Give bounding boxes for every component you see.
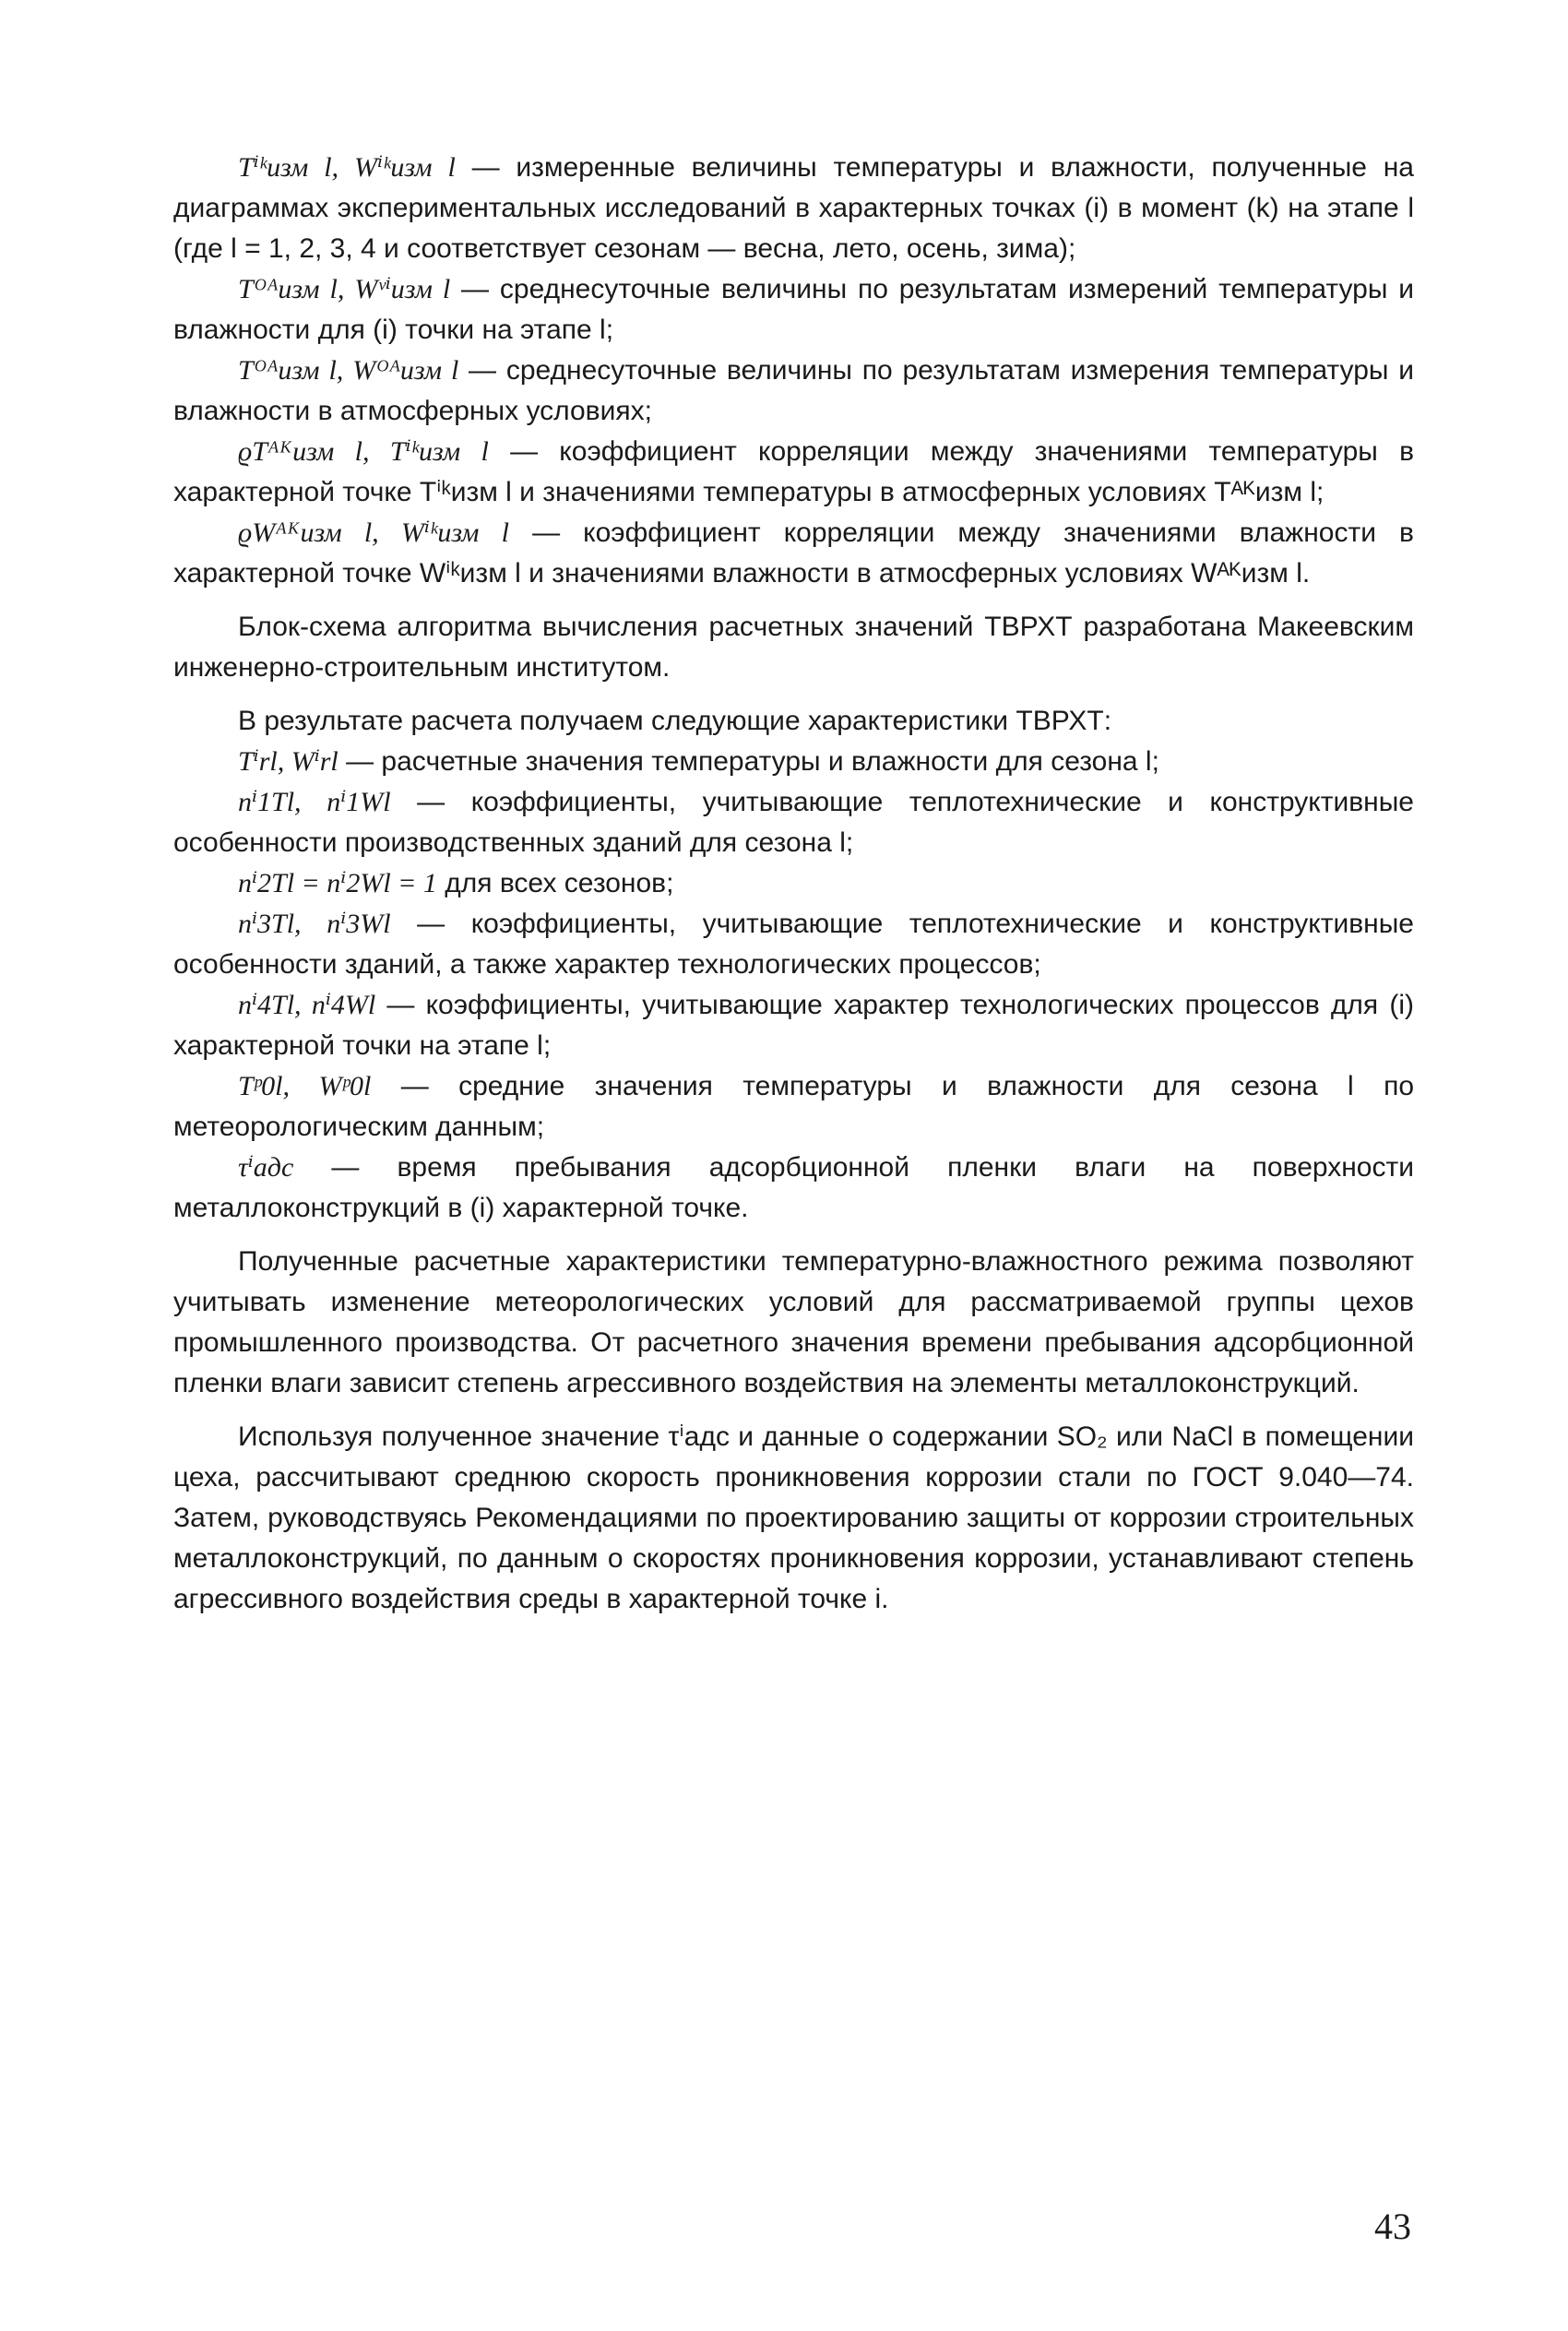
definition-text: — время пребывания адсорбционной пленки влаги на поверхности металлоконструкций в (i) характерной точке. <box>173 1152 1414 1223</box>
definition-coefficients-4 <box>173 985 1414 1066</box>
definition-text: — измеренные величины температуры и влажности, полученные на диаграммах экспериментальных исследований в характерных точках (i) в момент (k) на этапе l (где l = 1, 2, 3, 4 и соответствует сезонам — весна, лето, осень, зима); <box>173 152 1414 264</box>
paragraph-result-intro: В результате расчета получаем следующие характеристики ТВРХТ: <box>238 706 1112 736</box>
definition-symbols: nⁱ4Tl, nⁱ4Wl <box>238 990 376 1020</box>
definition-symbols: ϱWᴬᴷизм l, Wⁱᵏизм l <box>238 517 510 548</box>
definition-calculated-values <box>173 742 1414 782</box>
definition-correlation-temperature <box>173 432 1414 513</box>
definition-symbols: Tᴼᴬизм l, Wᴼᴬизм l <box>238 355 459 386</box>
page-body <box>173 148 1414 1620</box>
definition-daily-average-atmosphere <box>173 351 1414 432</box>
definition-coefficients-3 <box>173 904 1414 985</box>
definition-symbols: nⁱ2Tl = nⁱ2Wl = 1 <box>238 868 437 898</box>
definition-text: для всех сезонов; <box>436 868 674 898</box>
definition-text: — расчетные значения температуры и влажности для сезона l; <box>338 746 1159 777</box>
definition-coefficients-1 <box>173 782 1414 863</box>
definition-symbols: ϱTᴬᴷизм l, Tⁱᵏизм l <box>238 436 489 467</box>
definition-coefficients-2 <box>173 863 1414 904</box>
definition-text: — коэффициенты, учитывающие теплотехнические и конструктивные особенности зданий, а также характер технологических процессов; <box>173 909 1414 980</box>
paragraph-block-scheme: Блок-схема алгоритма вычисления расчетных значений ТВРХТ разработана Макеевским инженерно-строительным институтом. <box>173 612 1414 683</box>
definition-symbols: Tᴼᴬизм l, Wᵛⁱизм l <box>238 274 451 304</box>
page-number: 43 <box>1374 2206 1411 2247</box>
paragraph-corrosion-rate: Используя полученное значение τⁱадс и данные о содержании SO₂ или NaCl в помещении цеха, рассчитывают среднюю скорость проникновения коррозии стали по ГОСТ 9.040—74. Затем, руководствуясь Рекомендациями по проектированию защиты от коррозии строительных металлоконструкций, по данным о скоростях проникновения коррозии, устанавливают степень агрессивного воздействия среды в характерной точке i. <box>173 1421 1414 1614</box>
definition-symbols: Tⁱrl, Wⁱrl <box>238 746 339 777</box>
definition-correlation-humidity <box>173 513 1414 594</box>
definition-text: — коэффициенты, учитывающие теплотехнические и конструктивные особенности производственных зданий для сезона l; <box>173 787 1414 858</box>
paragraph-obtained-characteristics: Полученные расчетные характеристики температурно-влажностного режима позволяют учитывать изменение метеорологических условий для рассматриваемой группы цехов промышленного производства. От расчетного значения времени пребывания адсорбционной пленки влаги зависит степень агрессивного воздействия на элементы металлоконструкций. <box>173 1246 1414 1398</box>
definition-measured-values <box>173 148 1414 269</box>
definition-adsorption-time <box>173 1148 1414 1229</box>
definition-symbols: Tᵖ0l, Wᵖ0l <box>238 1071 372 1101</box>
definition-daily-average-point <box>173 269 1414 351</box>
definition-text: — коэффициенты, учитывающие характер технологических процессов для (i) характерной точки на этапе l; <box>173 990 1414 1061</box>
definition-meteo-averages <box>173 1066 1414 1148</box>
definition-text: — среднесуточные величины по результатам измерения температуры и влажности в атмосферных условиях; <box>173 355 1414 426</box>
definition-symbols: nⁱ3Tl, nⁱ3Wl <box>238 909 391 939</box>
definition-text: — коэффициент корреляции между значениями температуры в характерной точке Tⁱᵏизм l и значениями температуры в атмосферных условиях Tᴬᴷизм l; <box>173 436 1414 507</box>
definition-symbols: nⁱ1Tl, nⁱ1Wl <box>238 787 391 817</box>
definition-text: — коэффициент корреляции между значениями влажности в характерной точке Wⁱᵏизм l и значениями влажности в атмосферных условиях Wᴬᴷизм l. <box>173 517 1414 589</box>
definition-text: — среднесуточные величины по результатам измерений температуры и влажности для (i) точки на этапе l; <box>173 274 1414 345</box>
definition-symbols: Tⁱᵏизм l, Wⁱᵏизм l <box>238 152 456 183</box>
definition-symbols: τⁱадс <box>238 1152 294 1183</box>
definition-text: — средние значения температуры и влажности для сезона l по метеорологическим данным; <box>173 1071 1415 1142</box>
